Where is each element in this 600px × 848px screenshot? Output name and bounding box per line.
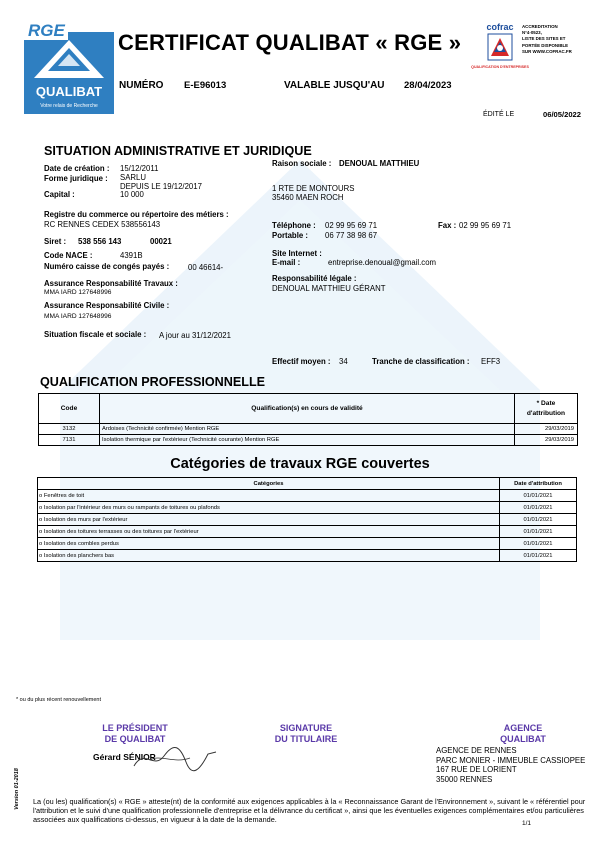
siret-nic: 00021 [150, 237, 172, 246]
forme-label: Forme juridique : [44, 174, 108, 183]
category-label: o Isolation des combles perdus [38, 538, 500, 550]
categories-table [37, 477, 577, 562]
registre-label: Registre du commerce ou répertoire des métiers : [44, 210, 229, 219]
date-creation-label: Date de création : [44, 164, 110, 173]
qual-label: Ardoises (Technicité confirmée) Mention RGE [100, 424, 515, 435]
tranche-value: EFF3 [481, 357, 501, 366]
site-label: Site Internet : [272, 249, 322, 258]
agence-address: AGENCE DE RENNES PARC MONIER - IMMEUBLE CASSIOPEE 167 RUE DE LORIENT 35000 RENNES [436, 746, 586, 784]
fiscale-label: Situation fiscale et sociale : [44, 330, 147, 339]
ass-travaux-value: MMA IARD 127648996 [44, 289, 112, 296]
logo-qualibat-text: QUALIBAT [35, 84, 103, 99]
tel-label: Téléphone : [272, 221, 316, 230]
raison-label: Raison sociale : [272, 159, 332, 168]
col-qualification: Qualification(s) en cours de validité [100, 394, 515, 424]
resp-value: DENOUAL MATTHIEU GÉRANT [272, 284, 386, 293]
table-row [38, 526, 577, 538]
effectif-value: 34 [339, 357, 348, 366]
category-label: o Fenêtres de toit [38, 490, 500, 502]
col-categories: Catégories [38, 478, 500, 490]
qual-date: 29/03/2019 [515, 435, 578, 446]
qualibat-rge-logo [24, 18, 114, 114]
svg-text:QUALIFICATION D'ENTREPRISES: QUALIFICATION D'ENTREPRISES [471, 65, 529, 69]
edite-label: ÉDITÉ LE [483, 111, 515, 118]
ass-civile-label: Assurance Responsabilité Civile : [44, 301, 170, 310]
signature-titulaire: SIGNATURE DU TITULAIRE [274, 723, 338, 744]
valable-label: VALABLE JUSQU'AU [284, 80, 385, 91]
renewal-note: * ou du plus récent renouvellement [16, 697, 101, 703]
portable-label: Portable : [272, 231, 308, 240]
email-value: entreprise.denoual@gmail.com [328, 258, 437, 267]
fax-label: Fax : [438, 221, 457, 230]
numero-label: NUMÉRO [119, 80, 164, 91]
cofrac-logo [471, 22, 529, 78]
capital-label: Capital : [44, 190, 75, 199]
siret-value: 538 556 143 [78, 237, 122, 246]
fiscale-value: A jour au 31/12/2021 [159, 331, 231, 340]
col-code: Code [39, 394, 100, 424]
tel-value: 02 99 95 69 71 [325, 221, 378, 230]
qual-code: 3132 [39, 424, 100, 435]
ass-civile-value: MMA IARD 127648996 [44, 313, 112, 320]
logo-rge-text: RGE [28, 21, 65, 40]
category-date: 01/01/2021 [500, 514, 577, 526]
agence-title: AGENCE QUALIBAT [500, 723, 546, 744]
svg-text:cofrac: cofrac [486, 22, 514, 32]
table-row [38, 490, 577, 502]
qual-code: 7131 [39, 435, 100, 446]
category-label: o Isolation des murs par l'extérieur [38, 514, 500, 526]
col-date: * Date d'attribution [515, 394, 578, 424]
nace-label: Code NACE : [44, 251, 93, 260]
category-label: o Isolation par l'intérieur des murs ou rampants de toitures ou plafonds [38, 502, 500, 514]
category-date: 01/01/2021 [500, 550, 577, 562]
valable-value: 28/04/2023 [404, 80, 452, 91]
category-date: 01/01/2021 [500, 526, 577, 538]
nace-value: 4391B [120, 251, 143, 260]
registre-value: RC RENNES CEDEX 538556143 [44, 220, 161, 229]
president-name: Gérard SÉNIOR [93, 752, 156, 762]
qual-label: Isolation thermique par l'extérieur (Technicité courante) Mention RGE [100, 435, 515, 446]
categories-section-title: Catégories de travaux RGE couvertes [170, 456, 430, 472]
table-row [38, 514, 577, 526]
effectif-label: Effectif moyen : [272, 357, 331, 366]
category-date: 01/01/2021 [500, 490, 577, 502]
qualification-section-title: QUALIFICATION PROFESSIONNELLE [40, 375, 266, 389]
category-date: 01/01/2021 [500, 502, 577, 514]
numero-value: E-E96013 [184, 80, 227, 91]
table-row [38, 538, 577, 550]
adresse-line1: 1 RTE DE MONTOURS [272, 184, 355, 193]
certificate-title: CERTIFICAT QUALIBAT « RGE » [118, 30, 462, 55]
table-row [39, 435, 578, 446]
forme-value: SARLU [120, 173, 146, 182]
fax-value: 02 99 95 69 71 [459, 221, 512, 230]
raison-value: DENOUAL MATTHIEU [339, 159, 420, 168]
category-date: 01/01/2021 [500, 538, 577, 550]
table-row [38, 502, 577, 514]
version-label: Version 01-2018 [14, 768, 20, 810]
category-label: o Isolation des toitures terrasses ou des toitures par l'extérieur [38, 526, 500, 538]
page-number: 1/1 [522, 820, 532, 827]
forme-since: DEPUIS LE 19/12/2017 [120, 182, 202, 191]
date-creation-value: 15/12/2011 [120, 164, 159, 173]
category-label: o Isolation des planchers bas [38, 550, 500, 562]
portable-value: 06 77 38 98 67 [325, 231, 378, 240]
tranche-label: Tranche de classification : [372, 357, 470, 366]
qual-date: 29/03/2019 [515, 424, 578, 435]
capital-value: 10 000 [120, 190, 144, 199]
resp-label: Responsabilité légale : [272, 274, 357, 283]
table-row [38, 550, 577, 562]
table-row [39, 424, 578, 435]
adresse-line2: 35460 MAEN ROCH [272, 193, 344, 202]
qualification-table [38, 393, 578, 446]
caisse-value: 00 46614- [188, 263, 224, 272]
admin-section-title: SITUATION ADMINISTRATIVE ET JURIDIQUE [44, 144, 312, 158]
ass-travaux-label: Assurance Responsabilité Travaux : [44, 279, 178, 288]
edite-value: 06/05/2022 [543, 110, 582, 119]
president-title: LE PRÉSIDENT DE QUALIBAT [102, 723, 168, 744]
categories-header-row [38, 478, 577, 490]
legal-text: La (ou les) qualification(s) « RGE » atteste(nt) de la conformité aux exigences applicables à la « Reconnaissance Garant de l'Environnement », suivant le « référentiel pour l'attribution et le suivi d'une qualification professionnelle d'entreprise et la délivrance du certificat », ainsi que les éventuelles exigences complémentaires et/ou particulières associées aux qualifications ci-dessus, en vigueur à la date de la demande. [33, 797, 586, 825]
qualification-header-row [39, 394, 578, 424]
cofrac-accreditation: ACCREDITATION N°4-0523, LISTE DES SITES ET PORTÉE DISPONIBLE SUR WWW.COFRAC.FR [522, 24, 572, 54]
caisse-label: Numéro caisse de congés payés : [44, 262, 170, 271]
president-signature [130, 740, 220, 776]
siret-label: Siret : [44, 237, 67, 246]
logo-sub-text: Votre relais de Recherche [40, 103, 98, 109]
col-date-attribution: Date d'attribution [500, 478, 577, 490]
email-label: E-mail : [272, 258, 301, 267]
